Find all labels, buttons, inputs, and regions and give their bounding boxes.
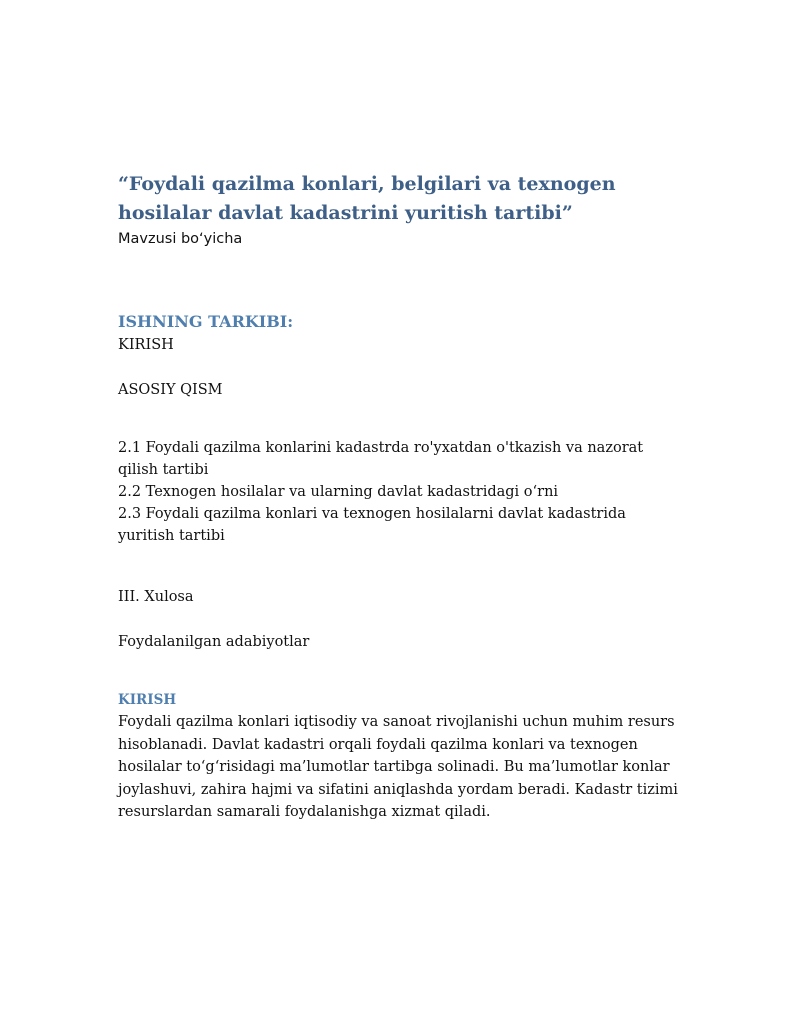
toc-section-2-1: 2.1 Foydali qazilma konlarini kadastrda ro'yxatdan o'tkazish va nazorat qilish tartibi (118, 440, 644, 478)
document-title: “Foydali qazilma konlari, belgilari va texnogen hosilalar davlat kadastrini yuritish tartibi” (118, 173, 616, 224)
toc-item-xulosa: III. Xulosa (118, 589, 194, 605)
document-subtitle: Mavzusi bo‘yicha (118, 231, 243, 247)
toc-item-kirish: KIRISH (118, 337, 174, 353)
toc-section-2-3: 2.3 Foydali qazilma konlari va texnogen hosilalarni davlat kadastrida yuritish tartibi (118, 506, 626, 544)
toc-item-adabiyotlar: Foydalanilgan adabiyotlar (118, 634, 310, 650)
toc-heading: ISHNING TARKIBI: (118, 312, 294, 331)
intro-heading: KIRISH (118, 692, 177, 708)
toc-section-list (118, 437, 678, 547)
intro-paragraph: Foydali qazilma konlari iqtisodiy va sanoat rivojlanishi uchun muhim resurs hisoblanadi. Davlat kadastri orqali foydali qazilma konlari va texnogen hosilalar to‘g‘risidagi ma’lumotlar tartibga solinadi. Bu ma’lumotlar konlar joylashuvi, zahira hajmi va sifatini aniqlashda yordam beradi. Kadastr tizimi resurslardan samarali foydalanishga xizmat qiladi. (118, 714, 678, 820)
toc-section-2-2: 2.2 Texnogen hosilalar va ularning davlat kadastridagi o‘rni (118, 484, 559, 500)
toc-item-asosiy-qism: ASOSIY QISM (118, 382, 223, 398)
